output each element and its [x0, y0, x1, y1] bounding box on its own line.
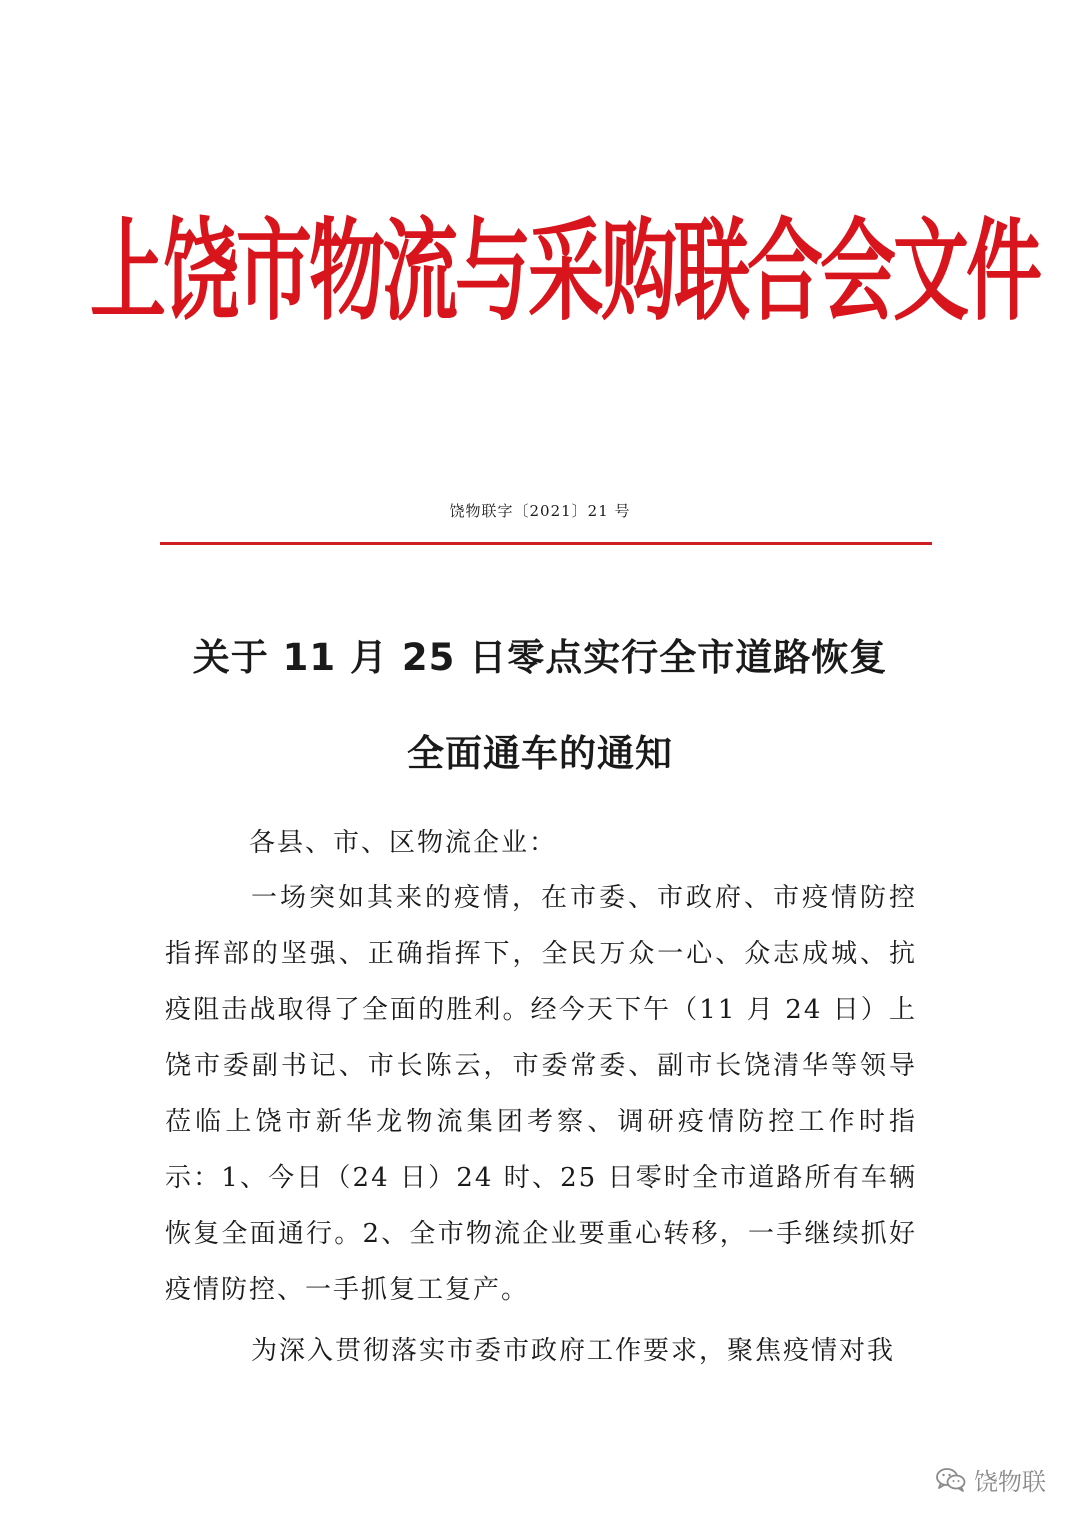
- body-paragraph-2: 为深入贯彻落实市委市政府工作要求，聚焦疫情对我: [251, 1336, 896, 1366]
- notice-title-line-2: 全面通车的通知: [407, 732, 673, 775]
- watermark-account-name: 饶物联: [974, 1468, 1046, 1496]
- letterhead-title: 上饶市物流与采购联合会文件: [90, 206, 1039, 336]
- notice-title-line-1: 关于 11 月 25 日零点实行全市道路恢复: [192, 636, 888, 679]
- wechat-icon: [936, 1467, 966, 1493]
- salutation: 各县、市、区物流企业：: [249, 828, 558, 858]
- red-divider-rule: [160, 542, 932, 545]
- document-number: 饶物联字〔2021〕21 号: [449, 502, 631, 520]
- body-paragraph-1: 一场突如其来的疫情，在市委、市政府、市疫情防控指挥部的坚强、正确指挥下，全民万众一心、众志成城、抗疫阻击战取得了全面的胜利。经今天下午（11 月 24 日）上饶市委副书记、市长陈云，市委常委、副市长饶清华等领导莅临上饶市新华龙物流集团考察、调研疫情防控工作时指示：1、今日（24 日）24 时、25 日零时全市道路所有车辆恢复全面通行。2、全市物流企业要重心转移，一手继续抓好疫情防控、一手抓复工复产。: [165, 883, 917, 1305]
- wechat-watermark: [936, 1462, 1046, 1497]
